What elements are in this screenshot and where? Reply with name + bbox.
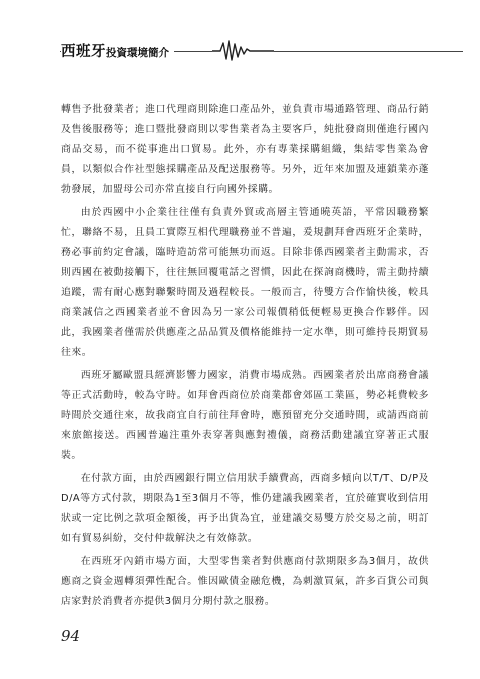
body-text	[61, 100, 429, 615]
page-header	[0, 0, 480, 70]
running-head-sub: 投資環境簡介	[106, 47, 169, 59]
paragraph: 在西班牙內銷市場方面，大型零售業者對供應商付款期限多為3個月，故供應商之資金週轉須彈性配合。惟因歐債金融危機，為刺激買氣，許多百貨公司與店家對於消費者亦提供3個月分期付款之服務。	[61, 556, 429, 607]
page-number: 94	[61, 627, 81, 645]
running-head-title	[61, 40, 174, 58]
paragraph: 轉售予批發業者；進口代理商則除進口產品外，並負責市場通路管理、商品行銷及售後服務等；進口暨批發商則以零售業者為主要客戶，純批發商則僅進行國內商品交易，而不從事進出口貿易。此外，亦有專業採購組織，集結零售業為會員，以類似合作社型態採購產品及配送服務等。另外，近年來加盟及連鎖業亦蓬勃發展，加盟母公司亦常直接自行向國外採購。	[61, 104, 429, 195]
paragraph: 西班牙屬歐盟具經濟影響力國家，消費市場成熟。西國業者於出席商務會議等正式活動時，較為守時。如拜會西商位於商業都會郊區工業區，勢必耗費較多時間於交通往來，故我商宜自行前往拜會時，應預留充分交通時間，或請西商前來旅館接送。西國普遍注重外表穿著與應對禮儀，商務活動建議宜穿著正式服裝。	[61, 370, 429, 461]
running-head-main: 西班牙	[61, 44, 106, 60]
paragraph: 在付款方面，由於西國銀行開立信用狀手續費高，西商多傾向以T/T、D/P及D/A等方式付款，期限為1至3個月不等，惟仍建議我國業者，宜於確實收到信用狀或一定比例之款項金額後，再予出貨為宜，並建議交易雙方於交易之前，明訂如有貿易糾紛，交付仲裁解決之有效條款。	[61, 473, 429, 544]
paragraph: 由於西國中小企業往往僅有負責外貿或高層主管通曉英語，平常因職務繁忙，聯絡不易，且員工實際互相代理職務並不普遍，爰規劃拜會西班牙企業時，務必事前約定會議，臨時造訪常可能無功而返。目除非係西國業者主動需求，否則西國在被動接觸下，往往無回覆電話之習慣，因此在探詢商機時，需主動持續追蹤，需有耐心應對聯繫時間及過程較長。一般而言，待雙方合作愉快後，較具商業誠信之西國業者並不會因為另一家公司報價稍低便輕易更換合作夥伴。因此，我國業者僅需於供應產之品品質及價格能維持一定水準，則可維持長期貿易往來。	[61, 207, 429, 358]
heartbeat-line-icon	[212, 38, 274, 62]
